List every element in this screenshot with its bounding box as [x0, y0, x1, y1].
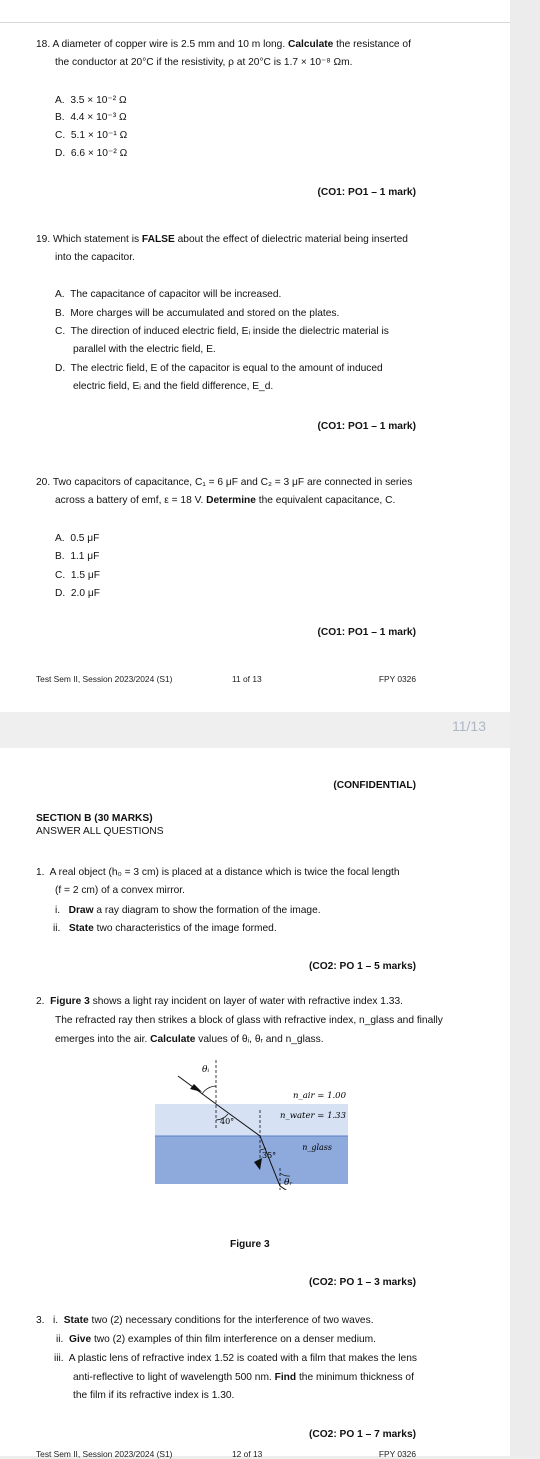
question-19-line-1: 19. Which statement is FALSE about the effect of dielectric material being inserted — [36, 234, 408, 245]
section-b-q1-line-1: 1. A real object (h₀ = 3 cm) is placed at a distance which is twice the focal length — [36, 867, 400, 878]
q20-option-c: C. 1.5 μF — [55, 570, 100, 581]
q1-part-ii: ii. State two characteristics of the image formed. — [53, 923, 277, 934]
page-separator — [0, 712, 510, 748]
page-11-footer-center: 11 of 13 — [232, 674, 262, 684]
q18-option-b: B. 4.4 × 10⁻³ Ω — [55, 112, 127, 123]
q19-option-b: B. More charges will be accumulated and stored on the plates. — [55, 308, 340, 319]
q18-option-c: C. 5.1 × 10⁻¹ Ω — [55, 130, 128, 141]
q19-option-a: A. The capacitance of capacitor will be increased. — [55, 289, 282, 300]
section-title: SECTION B (30 MARKS) — [36, 813, 153, 824]
page-12-footer-center: 12 of 13 — [232, 1449, 263, 1459]
section-subtitle: ANSWER ALL QUESTIONS — [36, 826, 164, 837]
q1-mark: (CO2: PO 1 – 5 marks) — [308, 961, 416, 972]
q20-mark: (CO1: PO1 – 1 mark) — [317, 627, 416, 638]
section-b-q2-line-1: 2. Figure 3 shows a light ray incident on layer of water with refractive index 1.33. — [36, 996, 403, 1007]
question-18-line-1: 18. A diameter of copper wire is 2.5 mm and 10 m long. Calculate the resistance of — [36, 39, 411, 50]
section-b-q2-line-2: The refracted ray then strikes a block of glass with refractive index, n_glass and finally — [55, 1015, 443, 1026]
q19-option-d-cont: electric field, Eᵢ and the field difference, E_d. — [73, 381, 274, 392]
document-page-11 — [0, 0, 510, 712]
q3-part-iii: iii. A plastic lens of refractive index 1.52 is coated with a film that makes the lens — [54, 1353, 417, 1364]
section-b-q2-line-3: emerges into the air. Calculate values of θᵢ, θᵣ and n_glass. — [55, 1034, 324, 1045]
angle-arc-theta-i — [202, 1086, 216, 1094]
q3-part-iii-cont-1: anti-reflective to light of wavelength 500 nm. Find the minimum thickness of — [73, 1372, 414, 1383]
ray-arrow-incident — [190, 1084, 202, 1092]
label-35: 35° — [262, 1151, 277, 1160]
document-page-12 — [0, 748, 510, 1459]
label-n-glass: n_glass — [302, 1143, 332, 1152]
q3-mark: (CO2: PO 1 – 7 marks) — [308, 1429, 416, 1440]
section-b-q1-line-2: (f = 2 cm) of a convex mirror. — [55, 885, 185, 896]
page-indicator: 11/13 — [452, 718, 486, 734]
q18-mark: (CO1: PO1 – 1 mark) — [317, 187, 416, 198]
q19-option-c-cont: parallel with the electric field, E. — [73, 344, 216, 355]
q20-option-b: B. 1.1 μF — [55, 551, 100, 562]
viewer-sidebar — [510, 0, 540, 1456]
label-theta-r: θᵣ — [284, 1178, 293, 1188]
q18-option-d: D. 6.6 × 10⁻² Ω — [55, 148, 128, 159]
page-top-divider — [0, 22, 510, 23]
q3-part-ii: ii. Give two (2) examples of thin film interference on a denser medium. — [56, 1334, 376, 1345]
q19-option-c: C. The direction of induced electric field, Eᵢ inside the dielectric material is — [55, 326, 389, 337]
question-20-line-2: across a battery of emf, ε = 18 V. Determine the equivalent capacitance, C. — [55, 495, 396, 506]
label-40: 40° — [220, 1117, 235, 1126]
label-n-air: n_air = 1.00 — [292, 1091, 346, 1101]
q20-option-a: A. 0.5 μF — [55, 533, 100, 544]
page-12-footer-left: Test Sem II, Session 2023/2024 (S1) — [36, 1449, 173, 1459]
question-19-line-2: into the capacitor. — [55, 252, 135, 263]
page-11-footer-left: Test Sem II, Session 2023/2024 (S1) — [36, 674, 173, 684]
confidential-label: (CONFIDENTIAL) — [333, 780, 416, 791]
question-18-line-2: the conductor at 20°C if the resistivity, ρ at 20°C is 1.7 × 10⁻⁸ Ωm. — [55, 57, 353, 68]
q1-part-i: i. Draw a ray diagram to show the formation of the image. — [55, 905, 321, 916]
label-theta-i: θᵢ — [202, 1065, 210, 1075]
q19-option-d: D. The electric field, E of the capacitor is equal to the amount of induced — [55, 363, 383, 374]
figure-3-refraction-diagram — [150, 1058, 350, 1190]
figure-3-caption: Figure 3 — [230, 1239, 270, 1250]
q18-option-a: A. 3.5 × 10⁻² Ω — [55, 95, 127, 106]
page-11-footer-right: FPY 0326 — [378, 674, 416, 684]
q3-part-iii-cont-2: the film if its refractive index is 1.30. — [73, 1390, 235, 1401]
page-12-footer-right: FPY 0326 — [378, 1449, 416, 1459]
question-20-line-1: 20. Two capacitors of capacitance, C₁ = 6 μF and C₂ = 3 μF are connected in series — [36, 477, 413, 488]
q19-mark: (CO1: PO1 – 1 mark) — [317, 421, 416, 432]
q2-mark: (CO2: PO 1 – 3 marks) — [308, 1277, 416, 1288]
q20-option-d: D. 2.0 μF — [55, 588, 100, 599]
label-n-water: n_water = 1.33 — [279, 1111, 346, 1121]
q3-part-i: 3. i. State two (2) necessary conditions for the interference of two waves. — [36, 1315, 374, 1326]
